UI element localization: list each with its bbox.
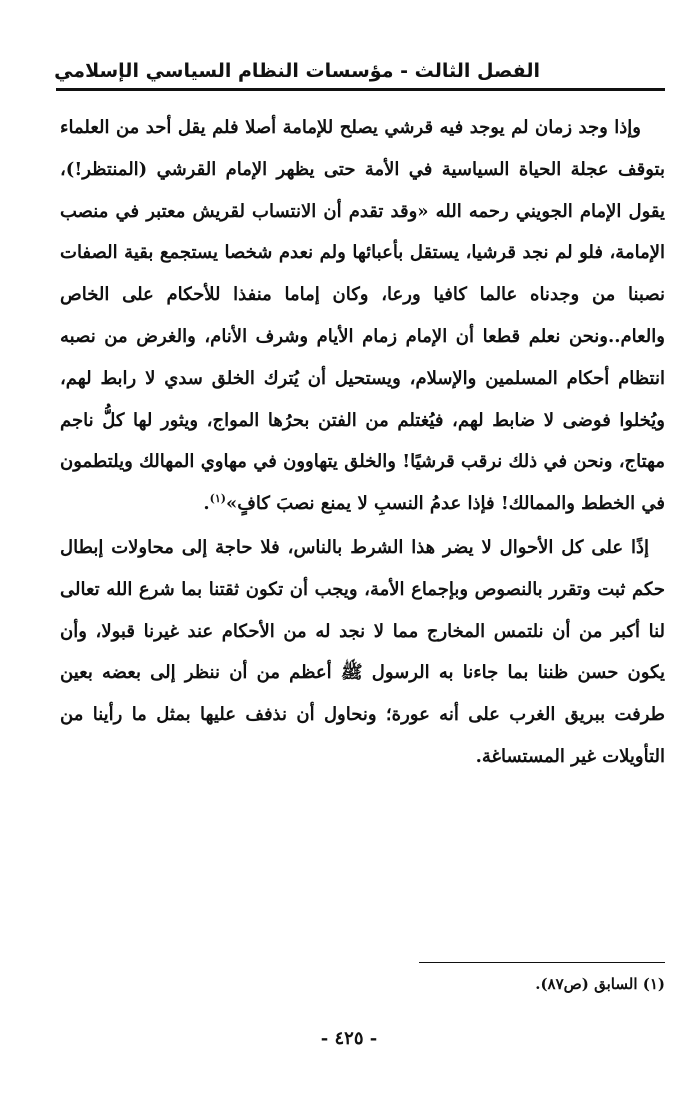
running-header: الفصل الثالث - مؤسسات النظام السياسي الإسلامي — [54, 60, 540, 82]
paragraph-1-end: . — [203, 493, 210, 515]
paragraph-1 — [60, 107, 665, 525]
body-text — [60, 107, 665, 778]
paragraph-2: إذًا على كل الأحوال لا يضر هذا الشرط بالناس، فلا حاجة إلى محاولات إبطال حكم ثبت وتقرر بالنصوص وبإجماع الأمة، ويجب أن تكون ثقتنا بما شرع الله تعالى لنا أكبر من أن نلتمس المخارج مما لا نجد له من الأحكام عند غيرنا قبولا، وأن يكون حسن ظننا بما جاءنا به الرسول ﷺ أعظم من أن ننظر إلى بعضه بعين طرفت ببريق الغرب على أنه عورة؛ ونحاول أن نذفف عليها بمثل ما رأينا من التأويلات غير المستساغة. — [60, 536, 665, 767]
page-number: - ٤٢٥ - — [320, 1028, 378, 1049]
footnote-1: (١) السابق (ص٨٧). — [535, 975, 665, 993]
footnote-reference: (١) — [209, 492, 226, 506]
paragraph-1-text: وإذا وجد زمان لم يوجد فيه قرشي يصلح للإمامة أصلا فلم يقل أحد من العلماء بتوقف عجلة الحياة السياسية في الأمة حتى يظهر الإمام القرشي (المنتظر!)، يقول الإمام الجويني رحمه الله «وقد تقدم أن الانتساب لقريش معتبر في منصب الإمامة، فلو لم نجد قرشيا، يستقل بأعبائها ولم نعدم شخصا يستجمع بقية الصفات نصبنا من وجدناه عالما كافيا ورعا، وكان إماما منفذا للأحكام على الخاص والعام..ونحن نعلم قطعا أن الإمام زمام الأيام وشرف الأنام، والغرض من نصبه انتظام أحكام المسلمين والإسلام، ويستحيل أن يُترك الخلق سدي لا رابط لهم، ويُخلوا فوضى لا ضابط لهم، فيُغتلم من الفتن بحرُها المواج، ويثور لها كلُّ ناجم مهتاج، ونحن في ذلك نرقب قرشيًا! والخلق يتهاوون في مهاوي المهالك ويلتطمون في الخطط والممالك! فإذا عدمُ النسبِ لا يمنع نصبَ كافٍ» — [60, 117, 665, 515]
header-rule — [56, 88, 665, 91]
footnote-rule — [419, 962, 665, 963]
